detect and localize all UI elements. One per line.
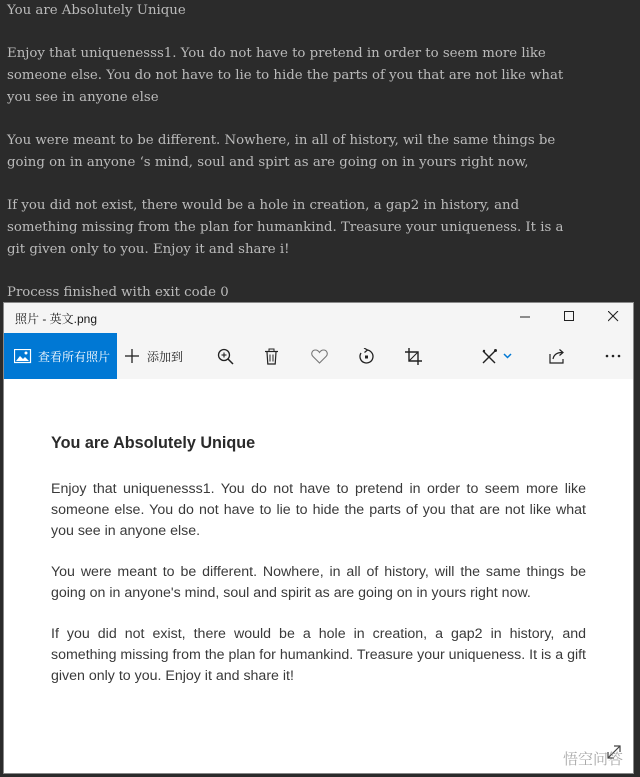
maximize-icon bbox=[564, 309, 575, 327]
rotate-button[interactable] bbox=[351, 333, 381, 379]
chevron-down-icon bbox=[503, 353, 512, 359]
console-line: something missing from the plan for humankind. Treasure your uniqueness. It is a bbox=[7, 220, 564, 235]
more-icon bbox=[605, 354, 621, 358]
console-line: Enjoy that uniquenesss1. You do not have to pretend in order to seem more like bbox=[7, 46, 546, 61]
console-line: You are Absolutely Unique bbox=[7, 3, 186, 18]
photos-icon bbox=[14, 349, 32, 364]
console-output bbox=[0, 0, 640, 302]
edit-icon bbox=[481, 348, 499, 365]
view-all-photos-button[interactable] bbox=[4, 333, 117, 379]
console-line: If you did not exist, there would be a hole in creation, a gap2 in history, and bbox=[7, 198, 520, 213]
console-exit-line: Process finished with exit code 0 bbox=[7, 285, 229, 300]
photo-paragraph: You were meant to be different. Nowhere, in all of history, will the same things be going on in anyone's mind, soul and spirit as are going on in yours right now. bbox=[51, 564, 586, 601]
more-button[interactable] bbox=[598, 333, 628, 379]
console-line: You were meant to be different. Nowhere, in all of history, wil the same things be bbox=[7, 133, 556, 148]
plus-icon bbox=[124, 348, 140, 364]
photo-canvas[interactable] bbox=[4, 379, 633, 773]
title-bar[interactable] bbox=[4, 303, 633, 333]
minimize-icon bbox=[520, 309, 531, 327]
delete-button[interactable] bbox=[256, 333, 286, 379]
toolbar bbox=[4, 333, 633, 379]
close-button[interactable] bbox=[591, 303, 634, 333]
minimize-button[interactable] bbox=[503, 303, 547, 333]
crop-icon bbox=[405, 348, 422, 365]
photos-window bbox=[3, 302, 634, 774]
console-line: you see in anyone else bbox=[7, 90, 159, 105]
photo-paragraph: Enjoy that uniquenesss1. You do not have to pretend in order to seem more like someone else. You do not have to lie to hide the parts of you that are not like what you see in anyone else. bbox=[51, 481, 586, 539]
add-to-button[interactable] bbox=[124, 333, 183, 379]
close-icon bbox=[608, 309, 619, 327]
console-line: git given only to you. Enjoy it and share i! bbox=[7, 242, 290, 257]
share-button[interactable] bbox=[542, 333, 572, 379]
share-icon bbox=[549, 348, 566, 364]
maximize-button[interactable] bbox=[547, 303, 591, 333]
rotate-icon bbox=[358, 348, 375, 365]
view-all-photos-label: 查看所有照片 bbox=[38, 349, 111, 364]
delete-icon bbox=[264, 348, 279, 365]
edit-create-button[interactable] bbox=[472, 333, 520, 379]
favorite-button[interactable] bbox=[304, 333, 334, 379]
console-line: going on in anyone ‘s mind, soul and spirt as are going on in yours right now, bbox=[7, 155, 529, 170]
photo-paragraph: If you did not exist, there would be a hole in creation, a gap2 in history, and something missing from the plan for humankind. Treasure your uniqueness. It is a gift given only to you. Enjoy it and share it! bbox=[51, 626, 586, 684]
console-line: someone else. You do not have to lie to hide the parts of you that are not like what bbox=[7, 68, 564, 83]
favorite-icon bbox=[311, 349, 328, 364]
zoom-icon bbox=[217, 348, 234, 365]
add-to-label: 添加到 bbox=[147, 349, 184, 364]
window-title: 照片 - 英文.png bbox=[15, 312, 98, 326]
zoom-button[interactable] bbox=[210, 333, 240, 379]
watermark: 悟空问答 bbox=[562, 751, 623, 768]
photo-title: You are Absolutely Unique bbox=[51, 434, 256, 452]
crop-button[interactable] bbox=[398, 333, 428, 379]
